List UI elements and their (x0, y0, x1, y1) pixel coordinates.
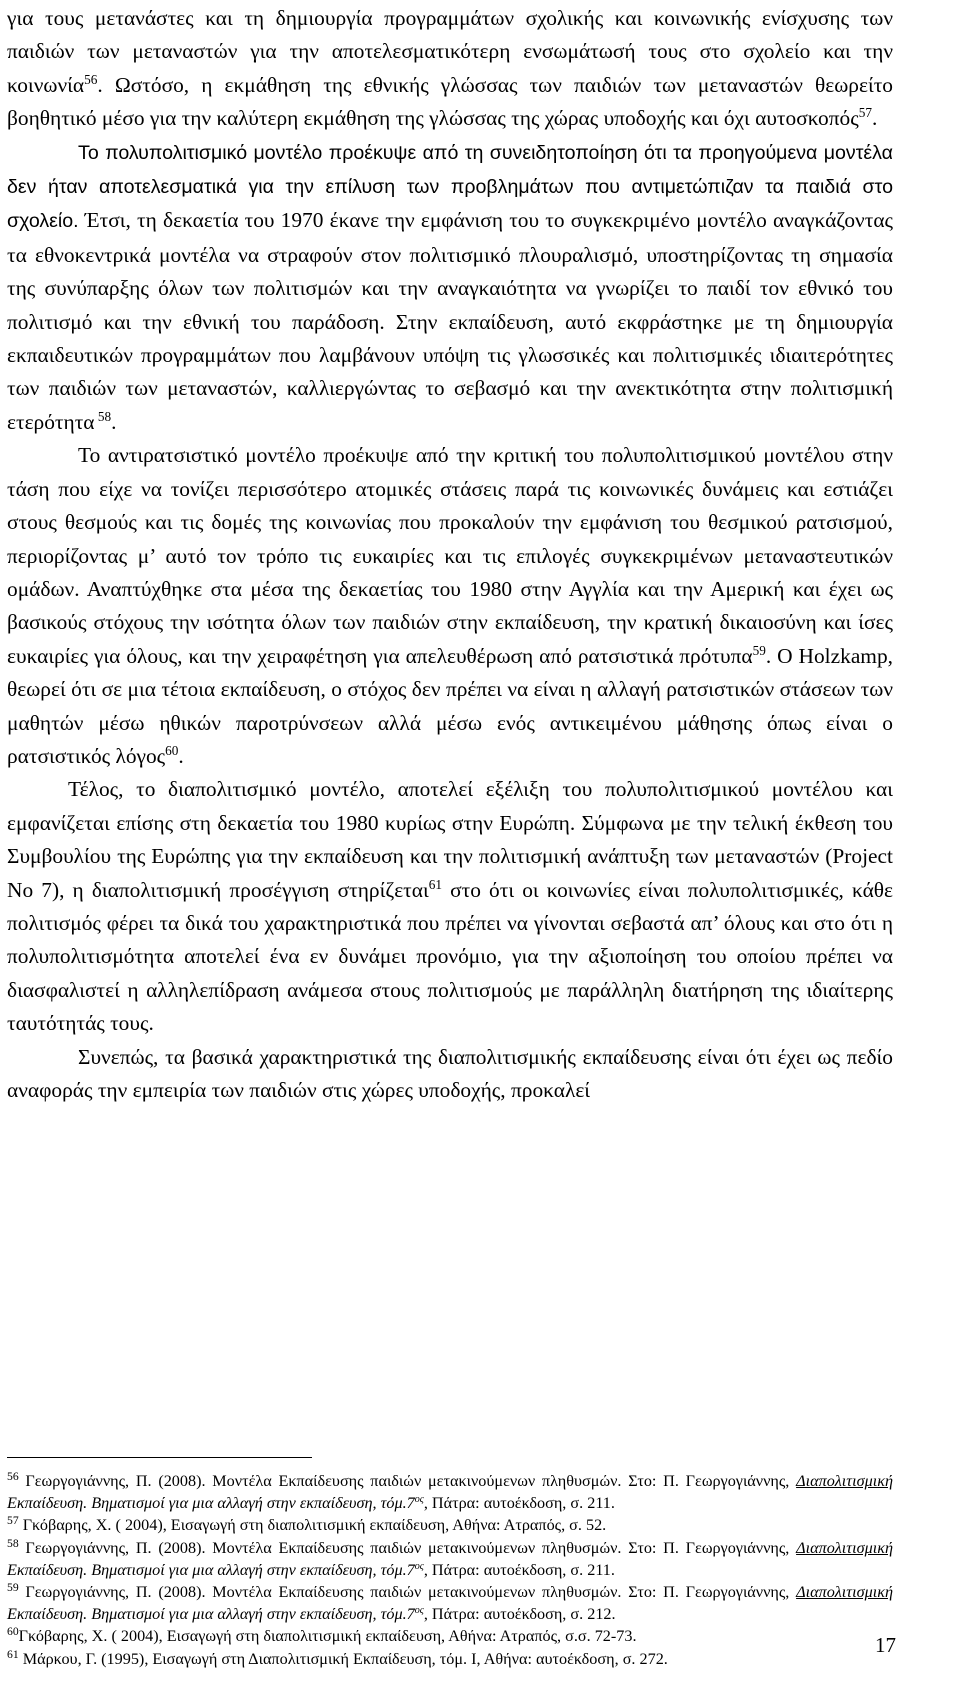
paragraph-3-text-b: . Ο Holzkamp, θεωρεί ότι σε μια τέτοια εκπαίδευση, ο στόχος δεν πρέπει να είναι η αλλαγή ρατσιστικών στάσεων των μαθητών μέσω ηθικών παροτρύνσεων αλλά μέσω ενός αντικειμένου μάθησης όπως είναι ο ρατσιστικός λόγος (7, 643, 893, 768)
footnote-book-title-rest: Εκπαίδευση. Βηματισμοί για μια αλλαγή στην εκπαίδευση, τόμ.7 (7, 1560, 415, 1579)
footnote-number: 56 (7, 1470, 19, 1484)
footnote-text-tail: , Πάτρα: αυτοέκδοση, σ. 212. (423, 1605, 616, 1624)
footnote-ref-59[interactable]: 59 (752, 642, 766, 658)
footnote-book-title-underlined: Διαπολιτισμική (796, 1538, 893, 1557)
paragraph-2-text-b: Έτσι, τη δεκαετία του 1970 έκανε την εμφάνιση του το συγκεκριμένο μοντέλο αναγκάζοντας τα εθνοκεντρικά μοντέλα να στραφούν στον πολιτισμικό πλουραλισμό, υποστηρίζοντας τη σημασία της συνύπαρξης όλων των πολιτισμών και την αναγκαιότητα να γνωρίζει το παιδί τον εθνικό του πολιτισμό και την εθνική του παράδοση. Στην εκπαίδευση, αυτό εκφράστηκε με τη δημιουργία εκπαιδευτικών προγραμμάτων που λαμβάνουν υπόψη τις γλωσσικές και πολιτισμικές ιδιαιτερότητες των παιδιών των μεταναστών, καλλιεργώντας το σεβασμό και την ανεκτικότητα στην πολιτισμική ετερότητα (7, 208, 893, 434)
footnote-number: 57 (7, 1514, 19, 1528)
paragraph-1-text-c: . (871, 106, 878, 131)
footnote-book-title-rest: Εκπαίδευση. Βηματισμοί για μια αλλαγή στην εκπαίδευση, τόμ.7 (7, 1605, 415, 1624)
paragraph-1 (7, 2, 893, 136)
paragraph-3-text-c: . (178, 743, 184, 768)
footnote-text: Γκόβαρης, Χ. ( 2004), Εισαγωγή στη διαπολιτισμική εκπαίδευση, Αθήνα: Ατραπός, σ. 52. (18, 1516, 607, 1535)
footnote-59 (7, 1581, 893, 1625)
footnote-edition-suffix: ος (414, 1560, 424, 1572)
footnote-text: Γεωργογιάννης, Π. (2008). Μοντέλα Εκπαίδευσης παιδιών μετακινούμενων πληθυσμών. Στο: Π. Γεωργογιάννης, (18, 1472, 797, 1490)
footnote-text: Γκόβαρης, Χ. ( 2004), Εισαγωγή στη διαπολιτισμική εκπαίδευση, Αθήνα: Ατραπός, σ.σ. 72-73. (18, 1627, 637, 1646)
footnote-text: Γεωργογιάννης, Π. (2008). Μοντέλα Εκπαίδευσης παιδιών μετακινούμενων πληθυσμών. Στο: Π. Γεωργογιάννης, (18, 1583, 797, 1602)
paragraph-2-text-c: . (111, 409, 117, 434)
paragraph-4-text-b: στο ότι οι κοινωνίες είναι πολυπολιτισμικές, κάθε πολιτισμός φέρει τα δικά του χαρακτηριστικά που πρέπει να γίνονται σεβαστά απ’ όλους και στο ότι η πολυπολιτισμότητα αποτελεί ένα εν δυνάμει προνόμιο, για την αξιοποίηση του οποίου πρέπει να διασφαλιστεί η αλληλεπίδραση ανάμεσα στους πολιτισμούς με παράλληλη διατήρηση της ιδιαίτερης ταυτότητάς τους. (7, 877, 893, 1036)
footnote-edition-suffix: ος (414, 1605, 424, 1616)
footnote-text-tail: , Πάτρα: αυτοέκδοση, σ. 211. (423, 1494, 615, 1513)
footnote-text: Γεωργογιάννης, Π. (2008). Μοντέλα Εκπαίδευσης παιδιών μετακινούμενων πληθυσμών. Στο: Π. Γεωργογιάννης, (18, 1538, 797, 1557)
paragraph-2-text-a: Το πολυπολιτισμικό μοντέλο προέκυψε από τη συνειδητοποίηση ότι τα προηγούμενα μοντέλα δεν ήταν αποτελεσματικά για την επίλυση των προβλημάτων που αντιμετώπιζαν τα παιδιά στο σχολείο. (7, 141, 893, 233)
paragraph-3-text-a: Το αντιρατσιστικό μοντέλο προέκυψε από την κριτική του πολυπολιτισμικού μοντέλου στην τάση που είχε να τονίζει περισσότερο ατομικές στάσεις παρά τις κοινωνικές δυνάμεις και εστιάζει στους θεσμούς και τις δομές της κοινωνίας που προκαλούν την εμφάνιση του θεσμικού ρατσισμού, περιορίζοντας μ’ αυτό τον τρόπο τις ευκαιρίες και τις επιλογές συγκεκριμένων μεταναστευτικών ομάδων. Αναπτύχθηκε στα μέσα της δεκαετίας του 1980 στην Αγγλία και την Αμερική και έχει ως βασικούς στόχους την ισότητα όλων των παιδιών στην εκπαίδευση, την κρατική δικαιοσύνη και ίσες ευκαιρίες για όλους, και την χειραφέτηση για απελευθέρωση από ρατσιστικά πρότυπα (7, 443, 893, 668)
footnote-book-title-underlined: Διαπολιτισμική (796, 1583, 893, 1602)
footnote-57 (7, 1514, 893, 1536)
footnote-ref-60[interactable]: 60 (165, 742, 179, 758)
footnote-ref-58[interactable]: 58 (94, 408, 112, 424)
footnotes (7, 1470, 893, 1670)
footnote-ref-56[interactable]: 56 (84, 71, 98, 87)
footnote-58 (7, 1537, 893, 1581)
footnote-number: 60 (7, 1625, 19, 1639)
footnote-book-title-underlined: Διαπολιτισμική (796, 1472, 893, 1490)
body-text (7, 2, 893, 1107)
footnote-ref-61[interactable]: 61 (428, 876, 442, 892)
paragraph-1-text-b: . Ωστόσο, η εκμάθηση της εθνικής γλώσσας των παιδιών των μεταναστών θεωρείτο βοηθητικό μέσο για την καλύτερη εκμάθηση της γλώσσας της χώρας υποδοχής και όχι αυτοσκοπός (7, 72, 893, 131)
paragraph-4-text-a: Τέλος, το διαπολιτισμικό μοντέλο, αποτελεί εξέλιξη του πολυπολιτισμικού μοντέλου και εμφανίζεται επίσης στη δεκαετία του 1980 κυρίως στην Ευρώπη. Σύμφωνα με την τελική έκθεση του Συμβουλίου της Ευρώπης για την εκπαίδευση και την πολιτισμική ανάπτυξη των μεταναστών (Project No 7), η διαπολιτισμική προσέγγιση στηρίζεται (7, 777, 893, 902)
paragraph-4 (7, 773, 893, 1040)
footnote-text-tail: , Πάτρα: αυτοέκδοση, σ. 211. (423, 1560, 615, 1579)
footnote-edition-suffix: ος (414, 1493, 424, 1505)
footnote-book-title-rest: Εκπαίδευση. Βηματισμοί για μια αλλαγή στην εκπαίδευση, τόμ.7 (7, 1494, 415, 1513)
page-number: 17 (875, 1633, 896, 1657)
footnote-60 (7, 1625, 893, 1647)
footnote-text: Μάρκου, Γ. (1995), Εισαγωγή στη Διαπολιτισμική Εκπαίδευση, τόμ. Ι, Αθήνα: αυτοέκδοση, σ. 272. (18, 1649, 668, 1668)
footnote-ref-57[interactable]: 57 (858, 105, 872, 120)
footnote-number: 61 (7, 1647, 19, 1661)
paragraph-1-text-a: για τους μετανάστες και τη δημιουργία προγραμμάτων σχολικής και κοινωνικής ενίσχυσης των παιδιών των μεταναστών για την αποτελεσματικότερη ενσωμάτωσή τους στο σχολείο και την κοινωνία (7, 6, 893, 97)
footnote-number: 58 (7, 1536, 19, 1550)
paragraph-3 (7, 439, 893, 773)
footnote-number: 59 (7, 1581, 19, 1595)
footnote-61 (7, 1648, 893, 1670)
paragraph-2 (7, 136, 893, 440)
footnote-separator (7, 1457, 312, 1458)
footnote-56 (7, 1470, 893, 1514)
paragraph-5: Συνεπώς, τα βασικά χαρακτηριστικά της διαπολιτισμικής εκπαίδευσης είναι ότι έχει ως πεδίο αναφοράς την εμπειρία των παιδιών στις χώρες υποδοχής, προκαλεί (7, 1044, 893, 1102)
